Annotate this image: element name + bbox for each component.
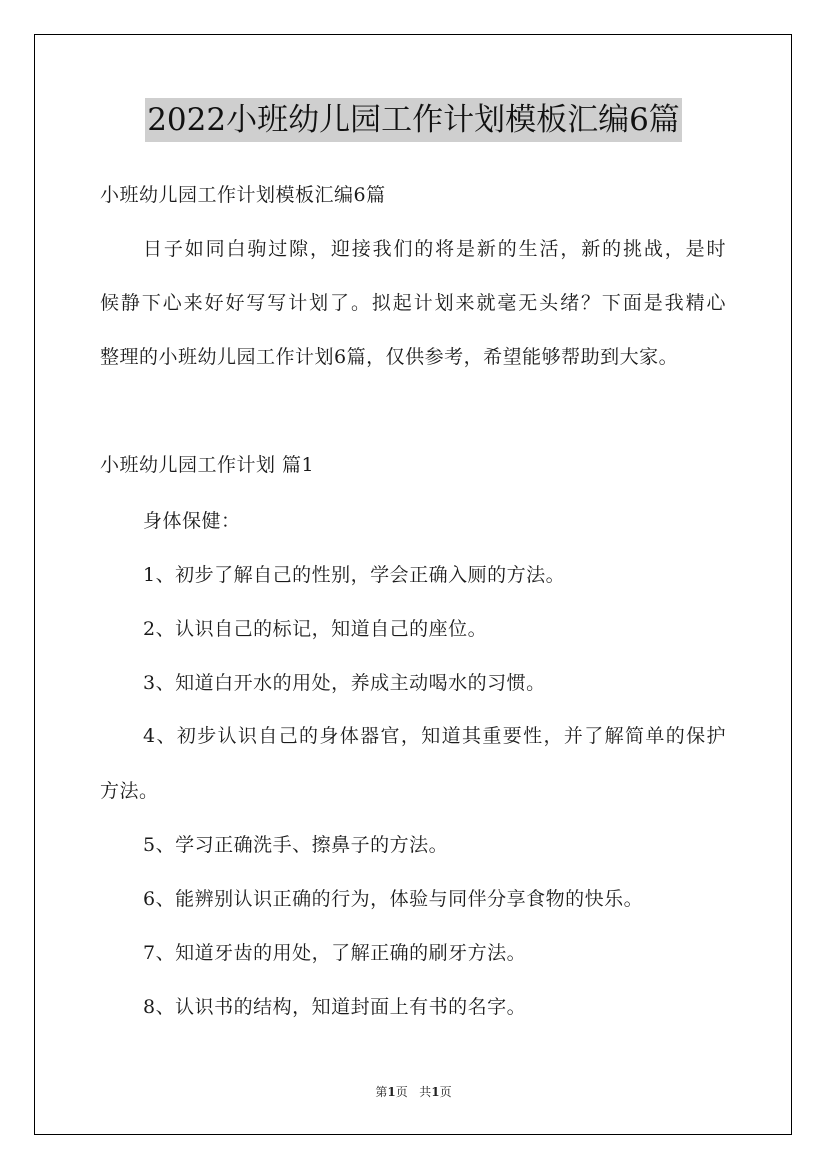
list-item: 4、初步认识自己的身体器官，知道其重要性，并了解简单的保护: [143, 725, 726, 747]
page-footer: [0, 1084, 827, 1100]
footer-page-prefix: 第: [375, 1085, 388, 1099]
list-item: 8、认识书的结构，知道封面上有书的名字。: [143, 996, 527, 1018]
list-item: 3、知道白开水的用处，养成主动喝水的习惯。: [143, 672, 546, 694]
list-item: 2、认识自己的标记，知道自己的座位。: [143, 618, 488, 640]
document-title: 2022小班幼儿园工作计划模板汇编6篇: [145, 98, 682, 142]
title-container: [0, 98, 827, 142]
footer-page-suffix: 页: [395, 1085, 408, 1099]
intro-line-2: 候静下心来好好写写计划了。拟起计划来就毫无头绪？下面是我精心: [100, 292, 726, 314]
footer-total-prefix: 共: [419, 1085, 432, 1099]
list-item: 6、能辨别认识正确的行为，体验与同伴分享食物的快乐。: [143, 888, 644, 910]
list-item: 7、知道牙齿的用处，了解正确的刷牙方法。: [143, 942, 527, 964]
list-item: 5、学习正确洗手、擦鼻子的方法。: [143, 834, 449, 856]
list-item: 1、初步了解自己的性别，学会正确入厕的方法。: [143, 564, 566, 586]
intro-line-3: 整理的小班幼儿园工作计划6篇，仅供参考，希望能够帮助到大家。: [100, 346, 679, 368]
list-item-continuation: 方法。: [100, 780, 159, 802]
footer-total-number: 1: [431, 1085, 440, 1099]
document-subtitle: 小班幼儿园工作计划模板汇编6篇: [100, 184, 386, 206]
intro-line-1: 日子如同白驹过隙，迎接我们的将是新的生活，新的挑战，是时: [143, 238, 726, 260]
footer-total-suffix: 页: [439, 1085, 452, 1099]
section-heading: 小班幼儿园工作计划 篇1: [100, 454, 315, 476]
section-intro: 身体保健：: [143, 510, 241, 532]
footer-page-number: 1: [387, 1085, 396, 1099]
